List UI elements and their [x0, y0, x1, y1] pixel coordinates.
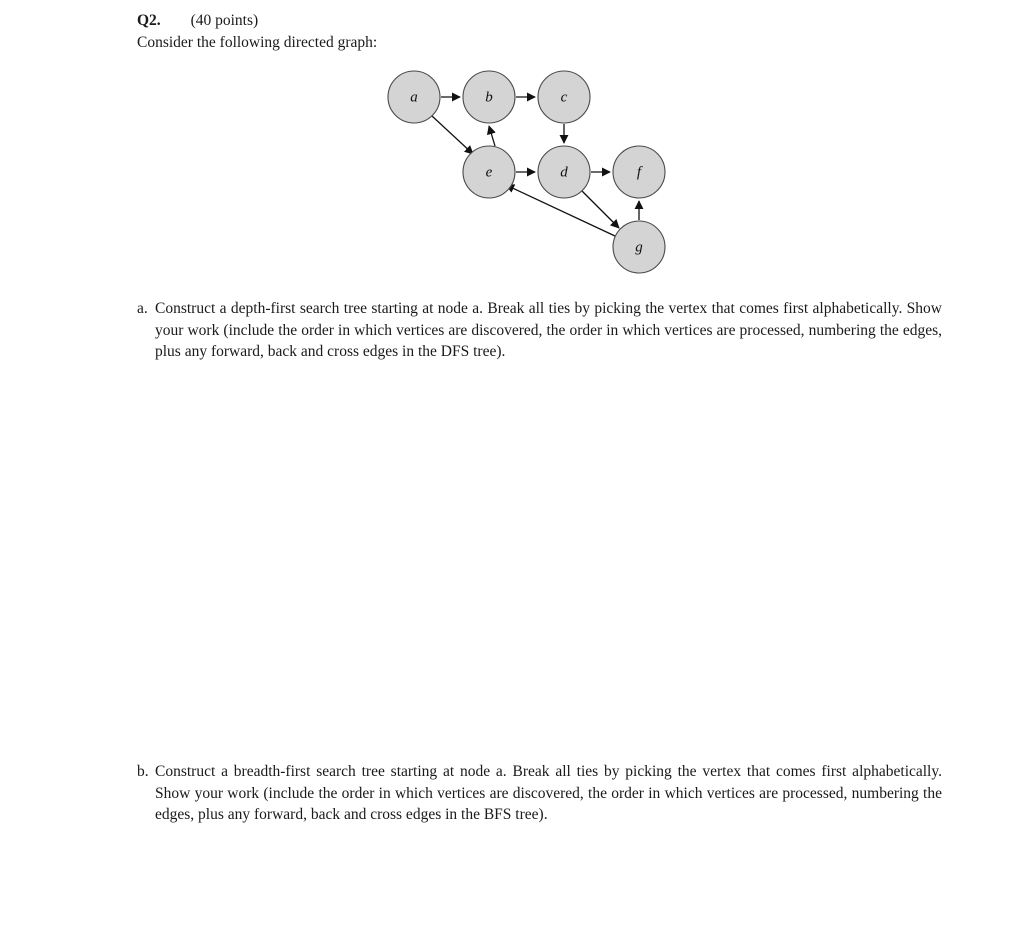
- graph-node-c: [538, 71, 590, 123]
- question-label: Q2.: [137, 12, 161, 29]
- edge-e-b: [489, 126, 495, 146]
- graph-node-g-label: g: [635, 239, 643, 256]
- question-header: [137, 10, 637, 31]
- question-intro: Consider the following directed graph:: [137, 34, 378, 51]
- question-part-a: [137, 298, 942, 363]
- graph-node-d-label: d: [560, 164, 568, 181]
- part-a-marker: a.: [137, 300, 148, 317]
- graph-node-f-label: f: [636, 164, 642, 181]
- graph-node-f: [613, 146, 665, 198]
- graph-node-b-label: b: [485, 89, 493, 106]
- part-b-marker: b.: [137, 763, 149, 780]
- graph-node-d: [538, 146, 590, 198]
- graph-node-e-label: e: [485, 164, 493, 181]
- part-a-text: Construct a depth-first search tree starting at node a. Break all ties by picking the vertex that comes first alphabetically. Show your work (include the order in which vertices are discovered, the order in which vertices are processed, numbering the edges, plus any forward, back and cross edges in the DFS tree).: [155, 300, 942, 360]
- graph-figure: [370, 58, 700, 288]
- part-b-text: Construct a breadth-first search tree starting at node a. Break all ties by picking the vertex that comes first alphabetically. Show your work (include the order in which vertices are discovered, the order in which vertices are processed, numbering the edges, plus any forward, back and cross edges in the BFS tree).: [155, 763, 942, 823]
- question-part-b: [137, 761, 942, 826]
- graph-node-g: [613, 221, 665, 273]
- question-points: (40 points): [190, 12, 259, 29]
- graph-node-a-label: a: [410, 89, 418, 106]
- graph-node-a: [388, 71, 440, 123]
- graph-node-e: [463, 146, 515, 198]
- graph-node-c-label: c: [560, 89, 568, 106]
- edge-a-e: [432, 116, 473, 154]
- graph-node-b: [463, 71, 515, 123]
